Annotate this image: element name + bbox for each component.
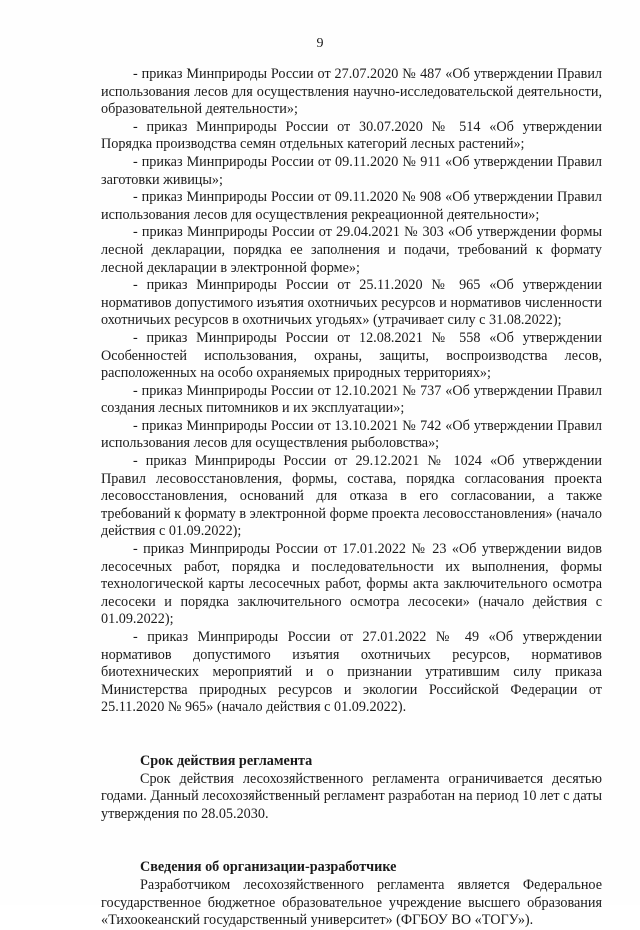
list-item: - приказ Минприроды России от 12.08.2021 № 558 «Об утверждении Особенностей использования, охраны, защиты, воспроизводства лесов, расположенных на особо охраняемых природных территориях»; — [101, 329, 602, 382]
list-item: - приказ Минприроды России от 09.11.2020 № 911 «Об утверждении Правил заготовки живицы»; — [101, 153, 602, 188]
developer-text: Разработчиком лесохозяйственного регламента является Федеральное государственное бюджетное образовательное учреждение высшего образования «Тихоокеанский государственный университет» (ФГБОУ ВО «ТОГУ»). — [101, 876, 602, 929]
validity-heading: Срок действия регламента — [140, 752, 313, 769]
validity-text: Срок действия лесохозяйственного регламента ограничивается десятью годами. Данный лесохозяйственный регламент разработан на период 10 лет с даты утверждения по 28.05.2030. — [101, 770, 602, 822]
section-gap — [101, 717, 602, 753]
list-item: - приказ Минприроды России от 12.10.2021 № 737 «Об утверждении Правил создания лесных питомников и их эксплуатации»; — [101, 382, 602, 417]
list-item: - приказ Минприроды России от 29.12.2021 № 1024 «Об утверждении Правил лесовосстановления, формы, состава, порядка согласования проекта лесовосстановления, оснований для отказа в его согласовании, а также требований к формату в электронной форме проекта лесовосстановления» (начало действия с 01.09.2022); — [101, 453, 602, 540]
list-item: - приказ Минприроды России от 09.11.2020 № 908 «Об утверждении Правил использования лесов для осуществления рекреационной деятельности»; — [101, 189, 602, 223]
list-item: - приказ Минприроды России от 17.01.2022 № 23 «Об утверждении видов лесосечных работ, порядка и последовательности их выполнения, формы технологической карты лесосечных работ, формы акта заключительного осмотра лесосеки и порядка заключительного осмотра лесосеки» (начало действия с 01.09.2022); — [101, 541, 602, 628]
list-item: - приказ Минприроды России от 27.07.2020 № 487 «Об утверждении Правил использования лесов для осуществления научно-исследовательской деятельности, образовательной деятельности»; — [101, 66, 602, 118]
section-gap — [101, 823, 602, 859]
list-item: - приказ Минприроды России от 29.04.2021 № 303 «Об утверждении формы лесной декларации, порядка ее заполнения и подачи, требований к формату лесной декларации в электронной форме»; — [101, 224, 602, 276]
list-item: - приказ Минприроды России от 25.11.2020 № 965 «Об утверждении нормативов допустимого изъятия охотничьих ресурсов и нормативов численности охотничьих ресурсов в охотничьих угодьях» (утрачивает силу с 31.08.2022); — [101, 277, 602, 329]
page-number: 9 — [316, 36, 324, 51]
document-body — [101, 66, 602, 930]
list-item: - приказ Минприроды России от 13.10.2021 № 742 «Об утверждении Правил использования лесов для осуществления рыболовства»; — [101, 417, 602, 452]
list-item: - приказ Минприроды России от 30.07.2020 № 514 «Об утверждении Порядка производства семян отдельных категорий лесных растений»; — [101, 118, 602, 153]
developer-heading: Сведения об организации-разработчике — [140, 859, 397, 876]
list-item: - приказ Минприроды России от 27.01.2022 № 49 «Об утверждении нормативов допустимого изъятия охотничьих ресурсов, нормативов биотехнических мероприятий и о признании утратившим силу приказа Министерства природных ресурсов и экологии Российской Федерации от 25.11.2020 № 965» (начало действия с 01.09.2022). — [101, 629, 602, 716]
